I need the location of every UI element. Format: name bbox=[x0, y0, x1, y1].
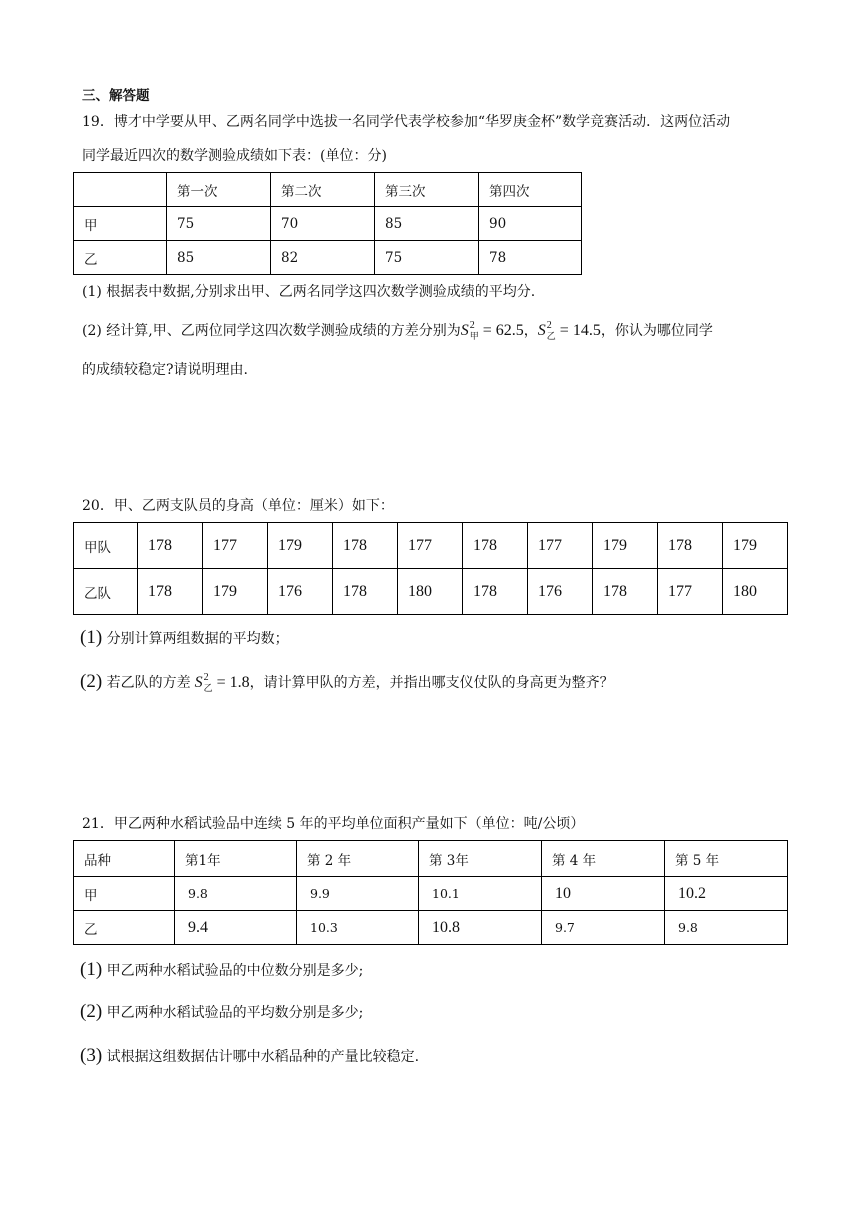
table-cell: 第二次 bbox=[271, 173, 375, 207]
table-cell: 176 bbox=[268, 569, 333, 615]
q21-header-row bbox=[74, 841, 788, 877]
section-title: 三、解答题 bbox=[82, 88, 150, 104]
q21-part2 bbox=[80, 1002, 363, 1023]
table-cell: 177 bbox=[528, 523, 593, 569]
q21-part1 bbox=[80, 960, 363, 981]
q19-header-row bbox=[74, 173, 582, 207]
table-cell: 甲 bbox=[74, 877, 175, 911]
table-cell: 78 bbox=[479, 241, 582, 275]
table-cell: 178 bbox=[138, 523, 203, 569]
part-number: (1) bbox=[80, 959, 103, 980]
q19-part2-line2: 的成绩较稳定?请说明理由. bbox=[82, 362, 248, 378]
table-cell: 178 bbox=[463, 569, 528, 615]
variance-yi: $S^2_乙 = 14.5$ bbox=[537, 320, 601, 341]
table-cell: 10 bbox=[542, 877, 665, 911]
table-cell: 乙队 bbox=[74, 569, 138, 615]
part-number: (2) bbox=[80, 671, 103, 692]
table-cell: 178 bbox=[463, 523, 528, 569]
table-cell: 第 4 年 bbox=[542, 841, 665, 877]
q19-intro-line1: 19．博才中学要从甲、乙两名同学中选拔一名同学代表学校参加“华罗庚金杯”数学竞赛活动．这两位活动 bbox=[82, 114, 731, 130]
table-cell: 177 bbox=[658, 569, 723, 615]
table-cell: 179 bbox=[723, 523, 788, 569]
table-cell: 9.8 bbox=[665, 911, 788, 945]
table-cell: 10.8 bbox=[419, 911, 542, 945]
table-cell: 第 3年 bbox=[419, 841, 542, 877]
table-row bbox=[74, 207, 582, 241]
q21-intro: 21．甲乙两种水稻试验品中连续 5 年的平均单位面积产量如下（单位：吨/公顷） bbox=[82, 816, 585, 832]
table-cell: 82 bbox=[271, 241, 375, 275]
part-number: (3) bbox=[80, 1045, 103, 1066]
table-cell: 179 bbox=[593, 523, 658, 569]
variance-yi: $S^2_乙 = 1.8$ bbox=[190, 672, 250, 693]
table-cell: 177 bbox=[203, 523, 268, 569]
table-cell: 180 bbox=[398, 569, 463, 615]
table-cell: 9.7 bbox=[542, 911, 665, 945]
q19-part2-text: (2) 经计算,甲、乙两位同学这四次数学测验成绩的方差分别为 bbox=[82, 323, 461, 339]
table-cell: 10.1 bbox=[419, 877, 542, 911]
q21-part3-text: 试根据这组数据估计哪中水稻品种的产量比较稳定. bbox=[106, 1049, 420, 1065]
table-cell: 178 bbox=[593, 569, 658, 615]
q20-part2 bbox=[80, 672, 614, 695]
q20-part1-text: 分别计算两组数据的平均数； bbox=[106, 631, 289, 647]
table-cell: 75 bbox=[375, 241, 479, 275]
table-cell: 品种 bbox=[74, 841, 175, 877]
q20-height-table bbox=[73, 522, 788, 615]
q20-intro: 20．甲、乙两支队员的身高（单位：厘米）如下： bbox=[82, 498, 394, 514]
table-cell: 第 5 年 bbox=[665, 841, 788, 877]
table-cell: 10.3 bbox=[297, 911, 419, 945]
table-cell: 178 bbox=[333, 523, 398, 569]
q20-part1 bbox=[80, 628, 289, 649]
table-cell: 178 bbox=[138, 569, 203, 615]
table-row bbox=[74, 569, 788, 615]
table-cell: 176 bbox=[528, 569, 593, 615]
table-cell: 178 bbox=[658, 523, 723, 569]
q19-part2-tail: ，你认为哪位同学 bbox=[600, 323, 713, 339]
table-cell: 178 bbox=[333, 569, 398, 615]
table-cell: 177 bbox=[398, 523, 463, 569]
table-cell: 9.4 bbox=[175, 911, 297, 945]
table-cell: 甲 bbox=[74, 207, 167, 241]
q19-intro-line2: 同学最近四次的数学测验成绩如下表：(单位：分) bbox=[82, 148, 387, 164]
q21-part3 bbox=[80, 1046, 419, 1067]
table-cell: 85 bbox=[167, 241, 271, 275]
q20-part2-text: 若乙队的方差 bbox=[106, 675, 191, 691]
table-cell: 90 bbox=[479, 207, 582, 241]
table-cell: 9.9 bbox=[297, 877, 419, 911]
q19-part1: (1) 根据表中数据,分别求出甲、乙两名同学这四次数学测验成绩的平均分. bbox=[82, 284, 536, 300]
q19-part2: (2) 经计算,甲、乙两位同学这四次数学测验成绩的方差分别为$S^2_甲 = 62.5$，$S^2_乙 = 14.5$，你认为哪位同学 bbox=[82, 320, 713, 341]
table-cell: 85 bbox=[375, 207, 479, 241]
table-cell: 第1年 bbox=[175, 841, 297, 877]
table-row bbox=[74, 523, 788, 569]
table-cell: 10.2 bbox=[665, 877, 788, 911]
table-row bbox=[74, 911, 788, 945]
table-cell: 9.8 bbox=[175, 877, 297, 911]
table-cell: 甲队 bbox=[74, 523, 138, 569]
table-cell: 第一次 bbox=[167, 173, 271, 207]
table-cell: 70 bbox=[271, 207, 375, 241]
table-cell: 第四次 bbox=[479, 173, 582, 207]
table-cell: 第 2 年 bbox=[297, 841, 419, 877]
table-cell: 75 bbox=[167, 207, 271, 241]
table-cell bbox=[74, 173, 167, 207]
table-cell: 179 bbox=[203, 569, 268, 615]
table-cell: 乙 bbox=[74, 911, 175, 945]
q21-part2-text: 甲乙两种水稻试验品的平均数分别是多少; bbox=[106, 1005, 364, 1021]
q20-part2-tail: ，请计算甲队的方差，并指出哪支仪仗队的身高更为整齐？ bbox=[249, 675, 614, 691]
table-cell: 179 bbox=[268, 523, 333, 569]
q21-yield-table bbox=[73, 840, 788, 945]
variance-jia: $S^2_甲 = 62.5$ bbox=[460, 320, 524, 341]
table-cell: 第三次 bbox=[375, 173, 479, 207]
table-cell: 180 bbox=[723, 569, 788, 615]
q21-part1-text: 甲乙两种水稻试验品的中位数分别是多少; bbox=[106, 963, 364, 979]
part-number: (1) bbox=[80, 627, 103, 648]
table-row bbox=[74, 877, 788, 911]
table-row bbox=[74, 241, 582, 275]
part-number: (2) bbox=[80, 1001, 103, 1022]
q19-score-table bbox=[73, 172, 582, 275]
table-cell: 乙 bbox=[74, 241, 167, 275]
